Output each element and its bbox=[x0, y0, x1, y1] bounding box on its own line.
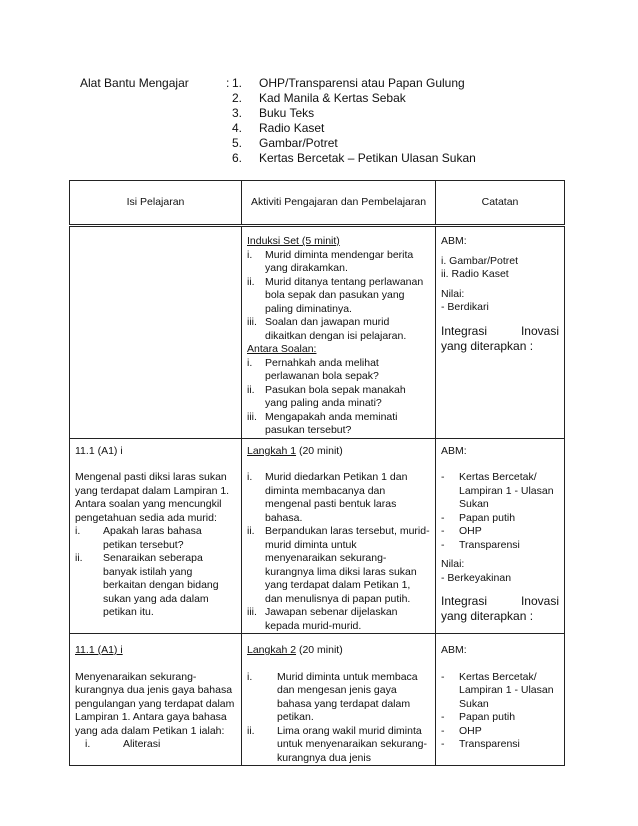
aid-item: 4. Radio Kaset bbox=[232, 121, 325, 135]
list-item: - Transparensi bbox=[441, 738, 520, 750]
abm-item: i. Gambar/Potret bbox=[441, 254, 519, 267]
row3-desc: Menyenaraikan sekurang-kurangnya dua jenis gaya bahasa pengulangan yang terdapat dalam Lampiran 1. Antara gaya bahasa yang ada dalam Petikan 1 ialah: bbox=[75, 670, 235, 737]
table-row bbox=[70, 634, 565, 766]
list-item: - Kertas Bercetak/ Lampiran 1 - Ulasan Sukan bbox=[441, 670, 554, 710]
nilai-title: Nilai: bbox=[441, 558, 465, 570]
list-item: i. Murid diminta mendengar berita yang dirakamkan. bbox=[247, 248, 414, 274]
list-item: - Kertas Bercetak/ Lampiran 1 - Ulasan Sukan bbox=[441, 471, 554, 510]
row3-aktiviti-cell bbox=[242, 634, 436, 766]
list-item: ii. Murid ditanya tentang perlawanan bola sepak dan pasukan yang paling diminatinya. bbox=[247, 275, 424, 315]
list-item: i. Apakah laras bahasa petikan tersebut? bbox=[75, 525, 202, 551]
antara-soalan-title: Antara Soalan: bbox=[247, 343, 317, 355]
list-item: - Papan putih bbox=[441, 711, 516, 723]
list-item: - OHP bbox=[441, 525, 482, 537]
row2-isi-cell bbox=[70, 438, 242, 634]
row2-catatan-cell bbox=[436, 438, 565, 634]
row2-desc: Mengenal pasti diksi laras sukan yang terdapat dalam Lampiran 1. Antara soalan yang mencungkil pengetahuan sedia ada murid: bbox=[75, 471, 230, 524]
row1-isi-cell bbox=[70, 226, 242, 439]
integrasi-inovasi: Integrasi Inovasi yang diterapkan : bbox=[441, 323, 559, 353]
row3-isi-cell bbox=[70, 634, 242, 766]
list-item: iii. Mengapakah anda meminati pasukan tersebut? bbox=[247, 410, 398, 436]
aid-item: 1. OHP/Transparensi atau Papan Gulung bbox=[232, 76, 465, 90]
row2-aktiviti-cell bbox=[242, 438, 436, 634]
row2-code: 11.1 (A1) i bbox=[75, 444, 123, 457]
aid-item: 2. Kad Manila & Kertas Sebak bbox=[232, 91, 406, 105]
list-item: - OHP bbox=[441, 724, 482, 737]
row1-aktiviti-cell bbox=[242, 226, 436, 439]
table-header-row bbox=[70, 181, 565, 226]
abm-title: ABM: bbox=[441, 444, 467, 457]
aid-item: 6. Kertas Bercetak – Petikan Ulasan Sukan bbox=[232, 151, 476, 165]
abm-title: ABM: bbox=[441, 235, 467, 247]
nilai-value: - Berdikari bbox=[441, 301, 489, 313]
langkah-2-title: Langkah 2 (20 minit) bbox=[247, 644, 343, 656]
list-item: i. Pernahkah anda melihat perlawanan bola sepak? bbox=[247, 356, 379, 382]
list-item: i. Murid diedarkan Petikan 1 dan diminta membacanya dan mengenal pasti bentuk laras bahasa. bbox=[247, 471, 408, 524]
table-row bbox=[70, 438, 565, 634]
table-row bbox=[70, 226, 565, 439]
list-item: i. Aliterasi bbox=[85, 738, 161, 750]
row3-code: 11.1 (A1) i bbox=[75, 644, 123, 656]
aid-item: 3. Buku Teks bbox=[232, 106, 315, 120]
list-item: ii. Berpandukan laras tersebut, murid-murid diminta untuk menyenaraikan sekurang-kurangnya lima diksi laras sukan yang terdapat dalam Petikan 1, dan menulisnya di papan putih. bbox=[247, 525, 430, 605]
langkah-1-title: Langkah 1 (20 minit) bbox=[247, 444, 343, 457]
aid-item: 5. Gambar/Potret bbox=[232, 136, 338, 150]
integrasi-inovasi: Integrasi Inovasi yang diterapkan : bbox=[441, 594, 559, 623]
header-aktiviti: Aktiviti Pengajaran dan Pembelajaran bbox=[242, 181, 436, 226]
list-item: - Transparensi bbox=[441, 538, 520, 551]
header-catatan: Catatan bbox=[436, 181, 565, 226]
nilai-title: Nilai: bbox=[441, 287, 465, 300]
list-item: iii. Jawapan sebenar dijelaskan kepada murid-murid. bbox=[247, 606, 398, 632]
row3-catatan-cell bbox=[436, 634, 565, 766]
abm-title: ABM: bbox=[441, 644, 467, 656]
list-item: - Papan putih bbox=[441, 511, 516, 524]
row1-catatan-cell bbox=[436, 226, 565, 439]
list-item: ii. Lima orang wakil murid diminta untuk menyenaraikan sekurang-kurangnya dua jenis bbox=[247, 724, 428, 764]
list-item: i. Murid diminta untuk membaca dan mengesan jenis gaya bahasa yang terdapat dalam petikan. bbox=[247, 670, 418, 723]
induksi-title: Induksi Set (5 minit) bbox=[247, 235, 340, 247]
abm-item: ii. Radio Kaset bbox=[441, 268, 509, 280]
teaching-aids-label: Alat Bantu Mengajar bbox=[80, 76, 189, 90]
list-item: iii. Soalan dan jawapan murid dikaitkan dengan isi pelajaran. bbox=[247, 316, 407, 342]
list-item: ii. Senaraikan seberapa banyak istilah yang berkaitan dengan bidang sukan yang ada dalam petikan itu. bbox=[75, 552, 219, 618]
nilai-value: - Berkeyakinan bbox=[441, 571, 512, 584]
header-isi-pelajaran: Isi Pelajaran bbox=[70, 181, 242, 226]
list-item: ii. Pasukan bola sepak manakah yang paling anda minati? bbox=[247, 383, 406, 409]
teaching-aids-colon: : bbox=[226, 76, 230, 90]
lesson-plan-table bbox=[69, 180, 565, 766]
